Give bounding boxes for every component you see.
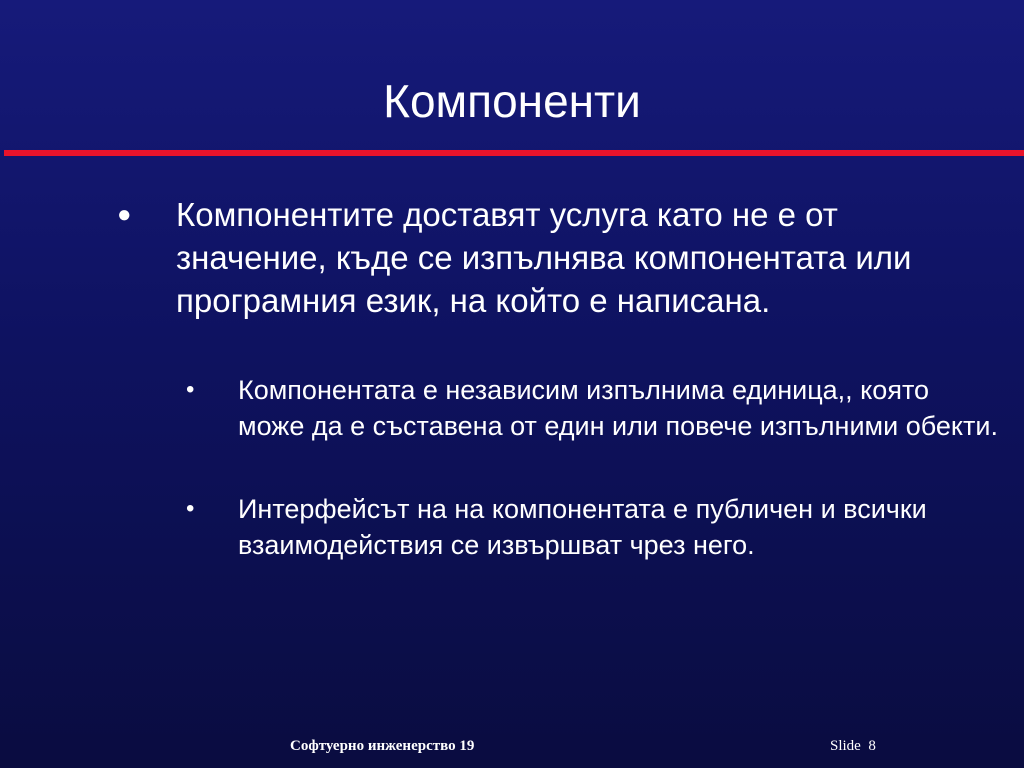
sub-bullet-dot-icon: • xyxy=(186,376,195,403)
bullet-text: Компонентите доставят услуга като не е от значение, къде се изпълнява компонентата или програмния език, на който е написана. xyxy=(176,196,912,319)
sub-bullet-text: Интерфейсът на на компонентата е публичен и всички взаимодействия се извършват чрез него. xyxy=(238,494,927,560)
footer-slide-number xyxy=(830,736,876,756)
slide-label: Slide xyxy=(830,738,861,754)
slide-title: Компоненти xyxy=(383,75,641,127)
sub-bullet-text: Компонентата е независим изпълнима единица,, която може да е съставена от един или повече изпълними обекти. xyxy=(238,375,998,441)
sub-bullet-dot-icon: • xyxy=(186,495,195,522)
footer-course-name: Софтуерно инженерство 19 xyxy=(290,738,475,754)
slide-number: 8 xyxy=(868,738,876,754)
bullet-dot-icon: ● xyxy=(117,201,132,228)
